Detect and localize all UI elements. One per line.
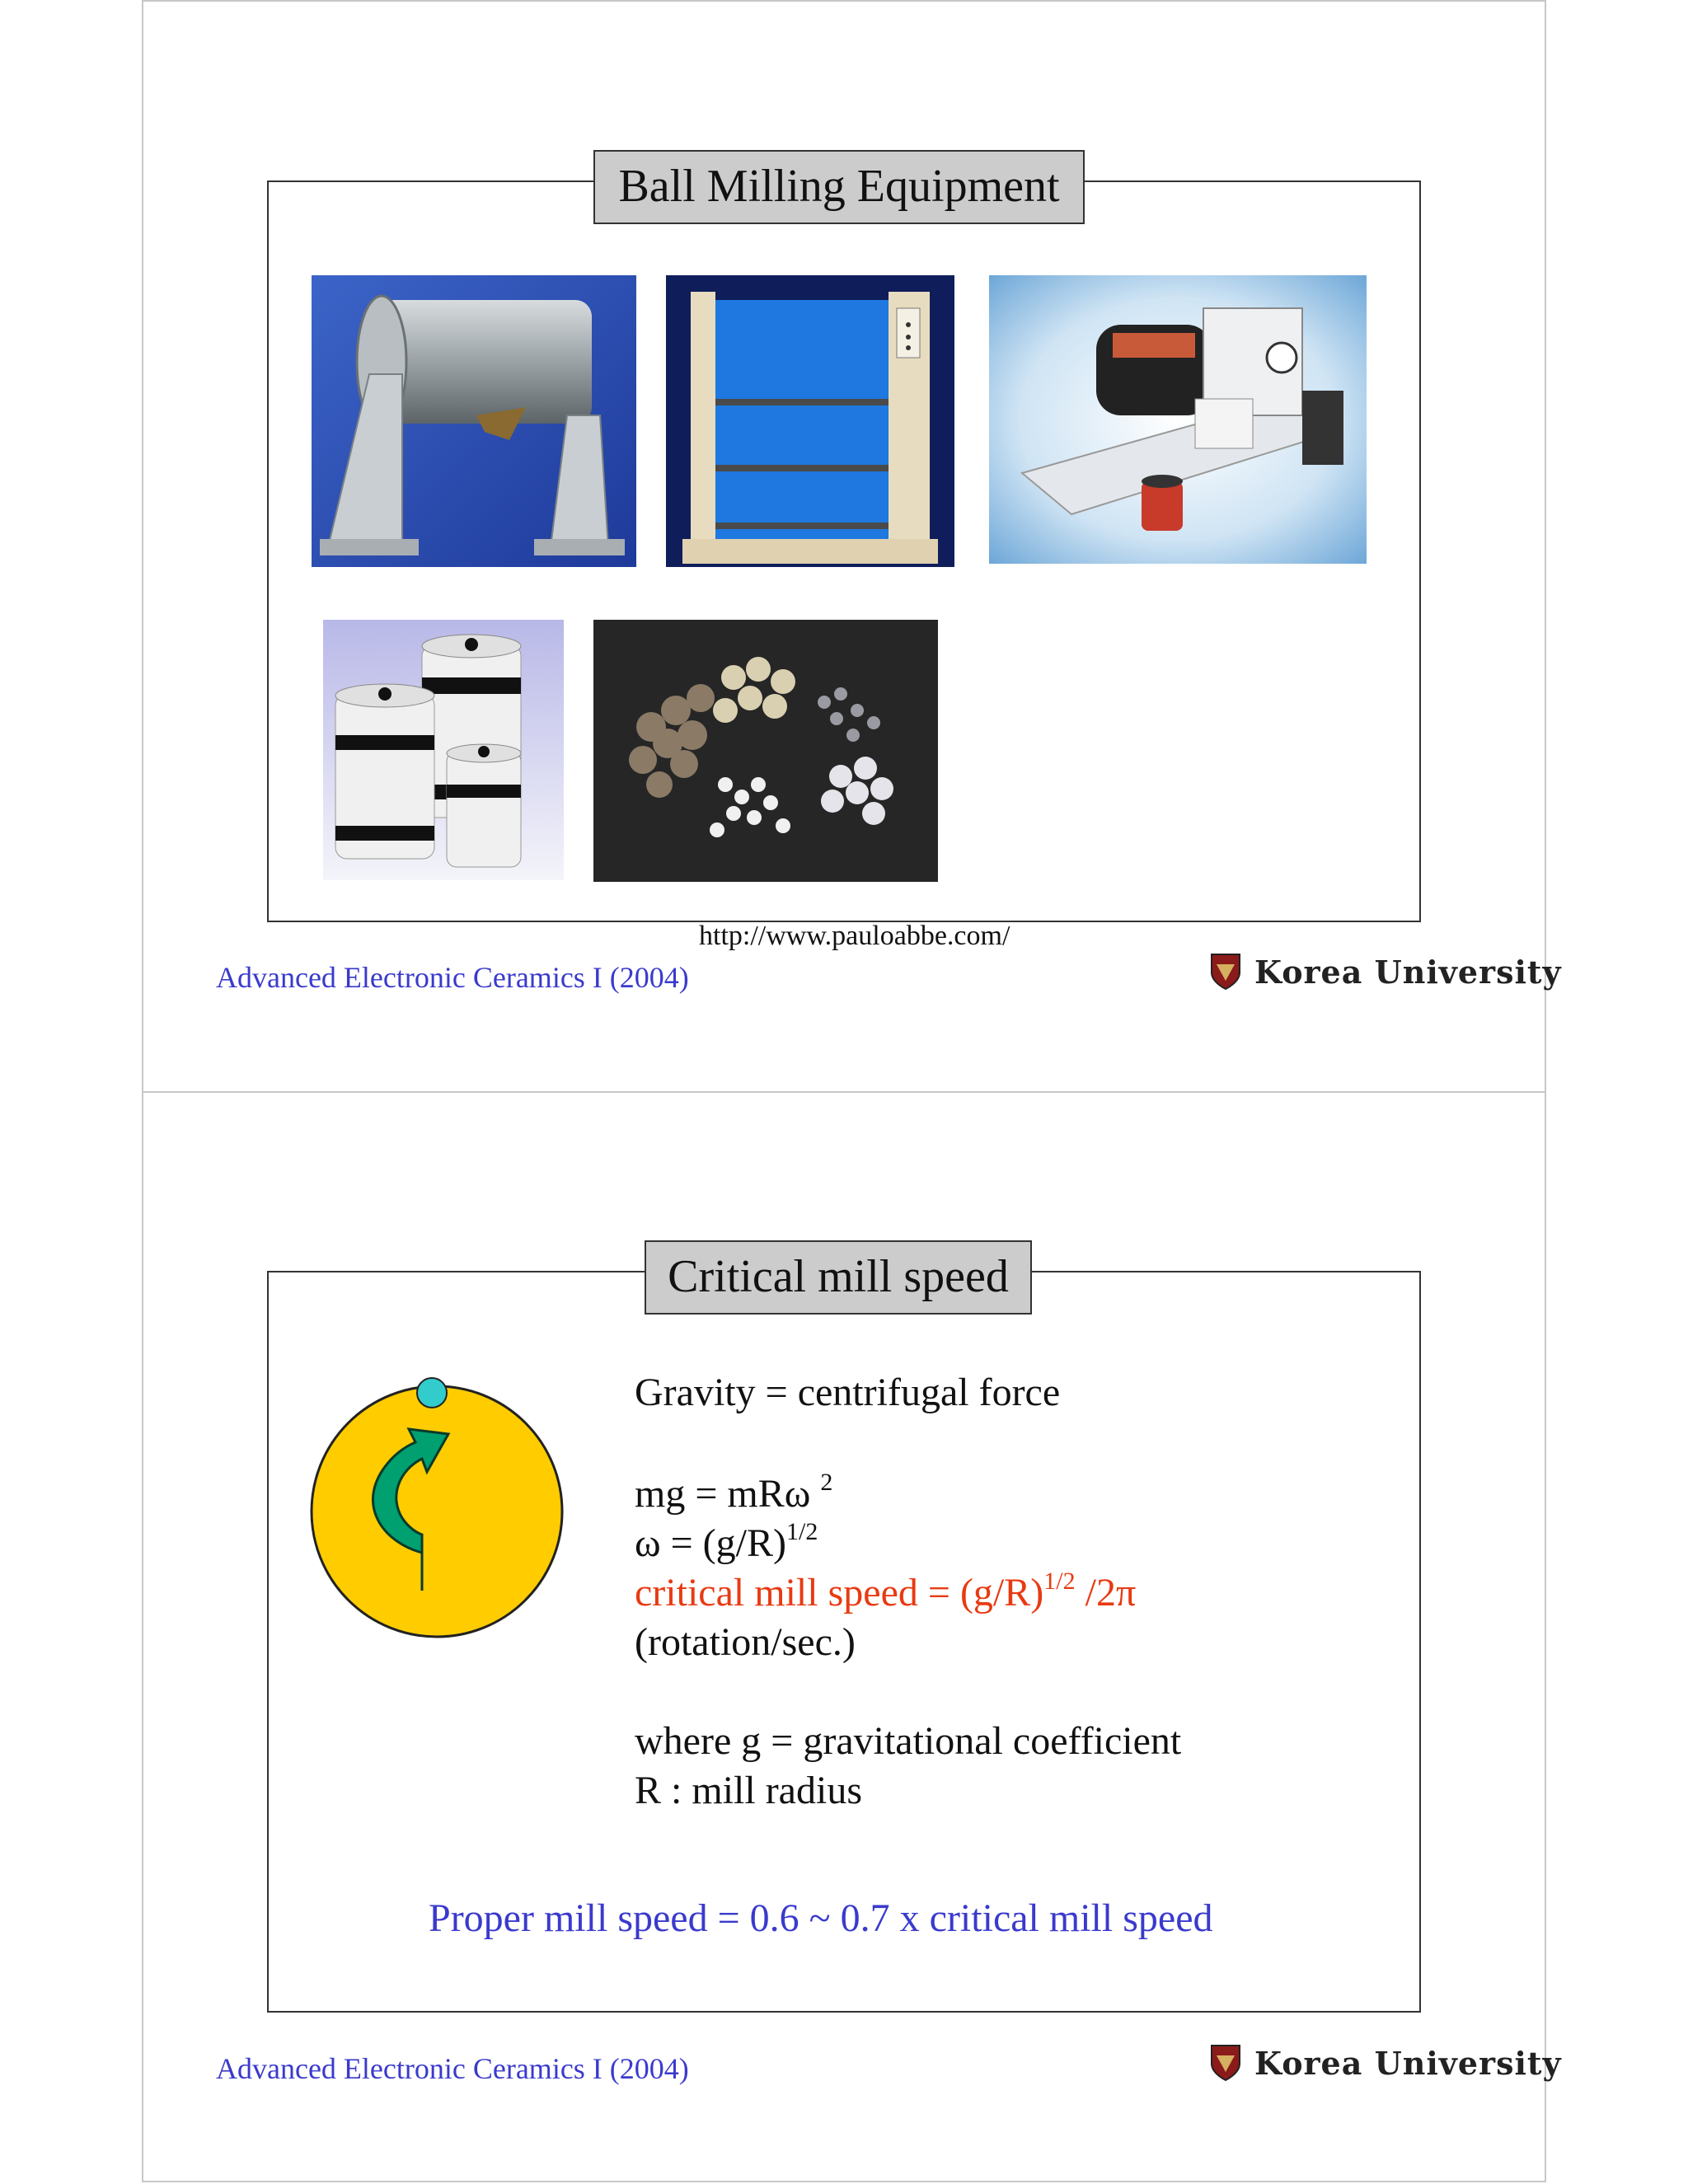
university-name: Korea University [1254, 953, 1562, 991]
rotation-unit: (rotation/sec.) [635, 1620, 856, 1664]
university-crest-icon [1210, 953, 1241, 991]
grinding-media-photo [593, 620, 938, 882]
slide1-title: Ball Milling Equipment [593, 150, 1085, 224]
slide-divider [142, 1091, 1546, 1093]
slide2-course-footer: Advanced Electronic Ceramics I (2004) [216, 2052, 689, 2085]
gravity-equation: Gravity = centrifugal force [635, 1371, 1061, 1414]
milling-jars-photo [323, 620, 564, 880]
jar-rolling-rack-photo [666, 275, 954, 567]
roller-mill-photo [989, 275, 1367, 564]
slide2-title: Critical mill speed [645, 1240, 1032, 1315]
omega-equation: $\omega = (g/R)^{1/2}$ [635, 1518, 818, 1565]
mill-rotation-diagram [307, 1370, 570, 1642]
radius-definition: R : mill radius [635, 1769, 862, 1812]
proper-speed-statement: Proper mill speed = 0.6 ~ 0.7 x critical mill speed [429, 1896, 1213, 1940]
slide1-university-logo [1210, 953, 1562, 991]
slide1-course-footer: Advanced Electronic Ceramics I (2004) [216, 961, 689, 994]
ball-marker [417, 1378, 447, 1408]
critical-speed-equation: critical mill speed = $(g/R)^{1/2}$ /2π [635, 1568, 1137, 1615]
source-url: http://www.pauloabbe.com/ [699, 921, 1010, 951]
ball-mill-drum-photo [312, 275, 636, 567]
force-balance-equation: mg = mRω $^2$ [635, 1469, 833, 1516]
slide2-university-logo [1210, 2044, 1562, 2082]
university-name: Korea University [1254, 2044, 1562, 2082]
university-crest-icon [1210, 2044, 1241, 2082]
mill-circle [312, 1386, 562, 1637]
gravity-definition: where g = gravitational coefficient [635, 1719, 1182, 1763]
